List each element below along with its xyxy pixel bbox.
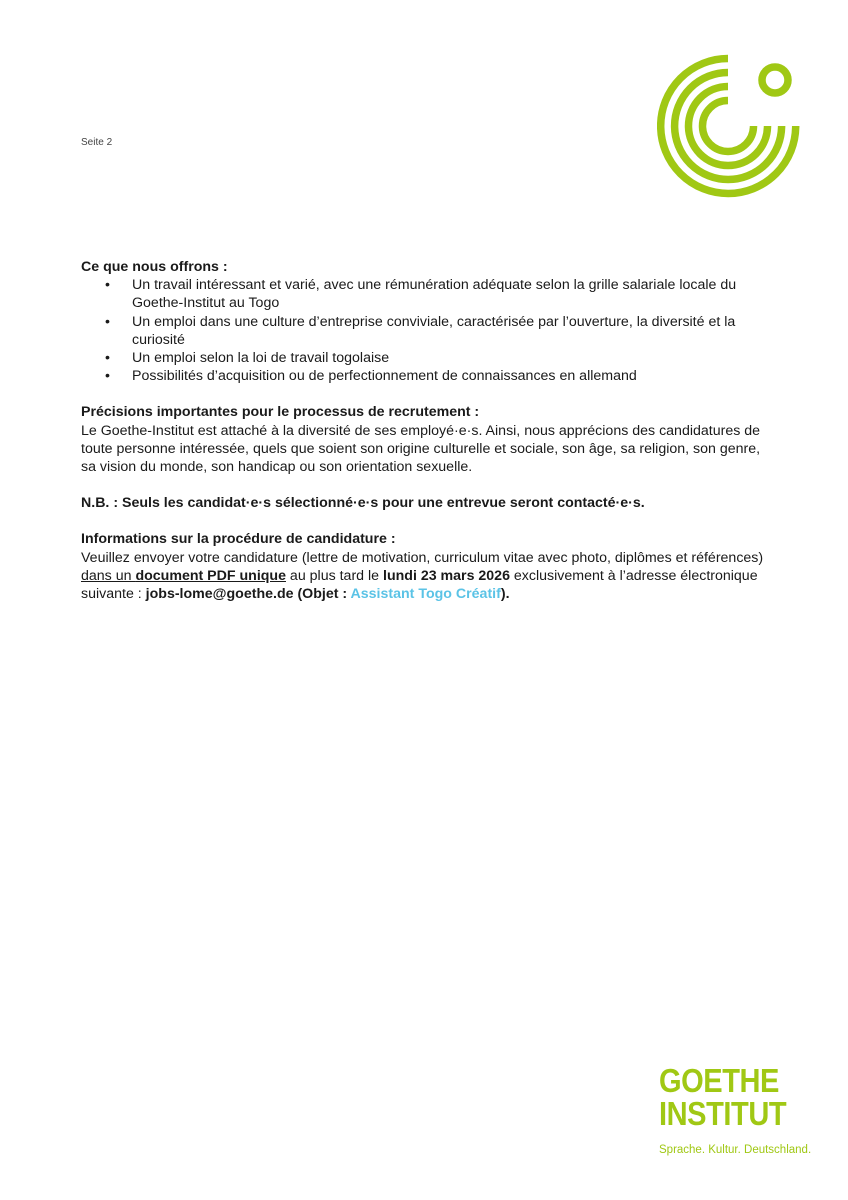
pdf-requirement: document PDF unique bbox=[135, 567, 286, 584]
application-paragraph bbox=[81, 549, 771, 604]
document-body bbox=[81, 258, 771, 603]
subject-prefix: (Objet : bbox=[293, 586, 351, 603]
list-item: • Un emploi selon la loi de travail togolaise bbox=[81, 349, 771, 367]
application-text: au plus tard le bbox=[285, 567, 383, 584]
brand-line-1: GOETHE bbox=[659, 1062, 779, 1099]
goethe-logo-icon bbox=[657, 54, 801, 198]
list-item: • Un emploi dans une culture d’entreprise conviviale, caractérisée par l’ouverture, la diversité et la curiosité bbox=[81, 313, 771, 349]
email-address[interactable]: jobs-lome@goethe.de bbox=[145, 586, 294, 603]
goethe-wordmark bbox=[659, 1062, 812, 1156]
offers-list bbox=[81, 276, 771, 385]
application-text-underlined: dans un bbox=[81, 567, 136, 584]
brand-line-2: INSTITUT bbox=[659, 1095, 787, 1132]
brand-tagline: Sprache. Kultur. Deutschland. bbox=[659, 1144, 812, 1156]
offers-heading: Ce que nous offrons : bbox=[81, 259, 228, 275]
application-heading: Informations sur la procédure de candidature : bbox=[81, 531, 396, 548]
recruitment-paragraph: Le Goethe-Institut est attaché à la diversité de ses employé·e·s. Ainsi, nous apprécions des candidatures de toute personne intéressée, quels que soient son origine culturelle et sociale, son âge, sa religion, son genre, sa vision du monde, son handicap ou son orientation sexuelle. bbox=[81, 422, 761, 476]
subject-suffix: ). bbox=[500, 586, 510, 603]
deadline: lundi 23 mars 2026 bbox=[383, 567, 510, 584]
application-text: Veuillez envoyer votre candidature (lettre de motivation, curriculum vitae avec photo, diplômes et références) bbox=[81, 549, 764, 566]
recruitment-heading: Précisions importantes pour le processus de recrutement : bbox=[81, 404, 480, 421]
page-number: Seite 2 bbox=[81, 137, 113, 148]
list-item: • Un travail intéressant et varié, avec une rémunération adéquate selon la grille salariale locale du Goethe-Institut au Togo bbox=[81, 276, 771, 312]
list-item: • Possibilités d’acquisition ou de perfectionnement de connaissances en allemand bbox=[81, 367, 771, 385]
application-text: exclusivement à l’adresse électronique suivante : bbox=[81, 567, 758, 603]
subject-title: Assistant Togo Créatif bbox=[350, 586, 501, 603]
selection-note: N.B. : Seuls les candidat·e·s sélectionné·e·s pour une entrevue seront contacté·e·s. bbox=[81, 495, 645, 512]
